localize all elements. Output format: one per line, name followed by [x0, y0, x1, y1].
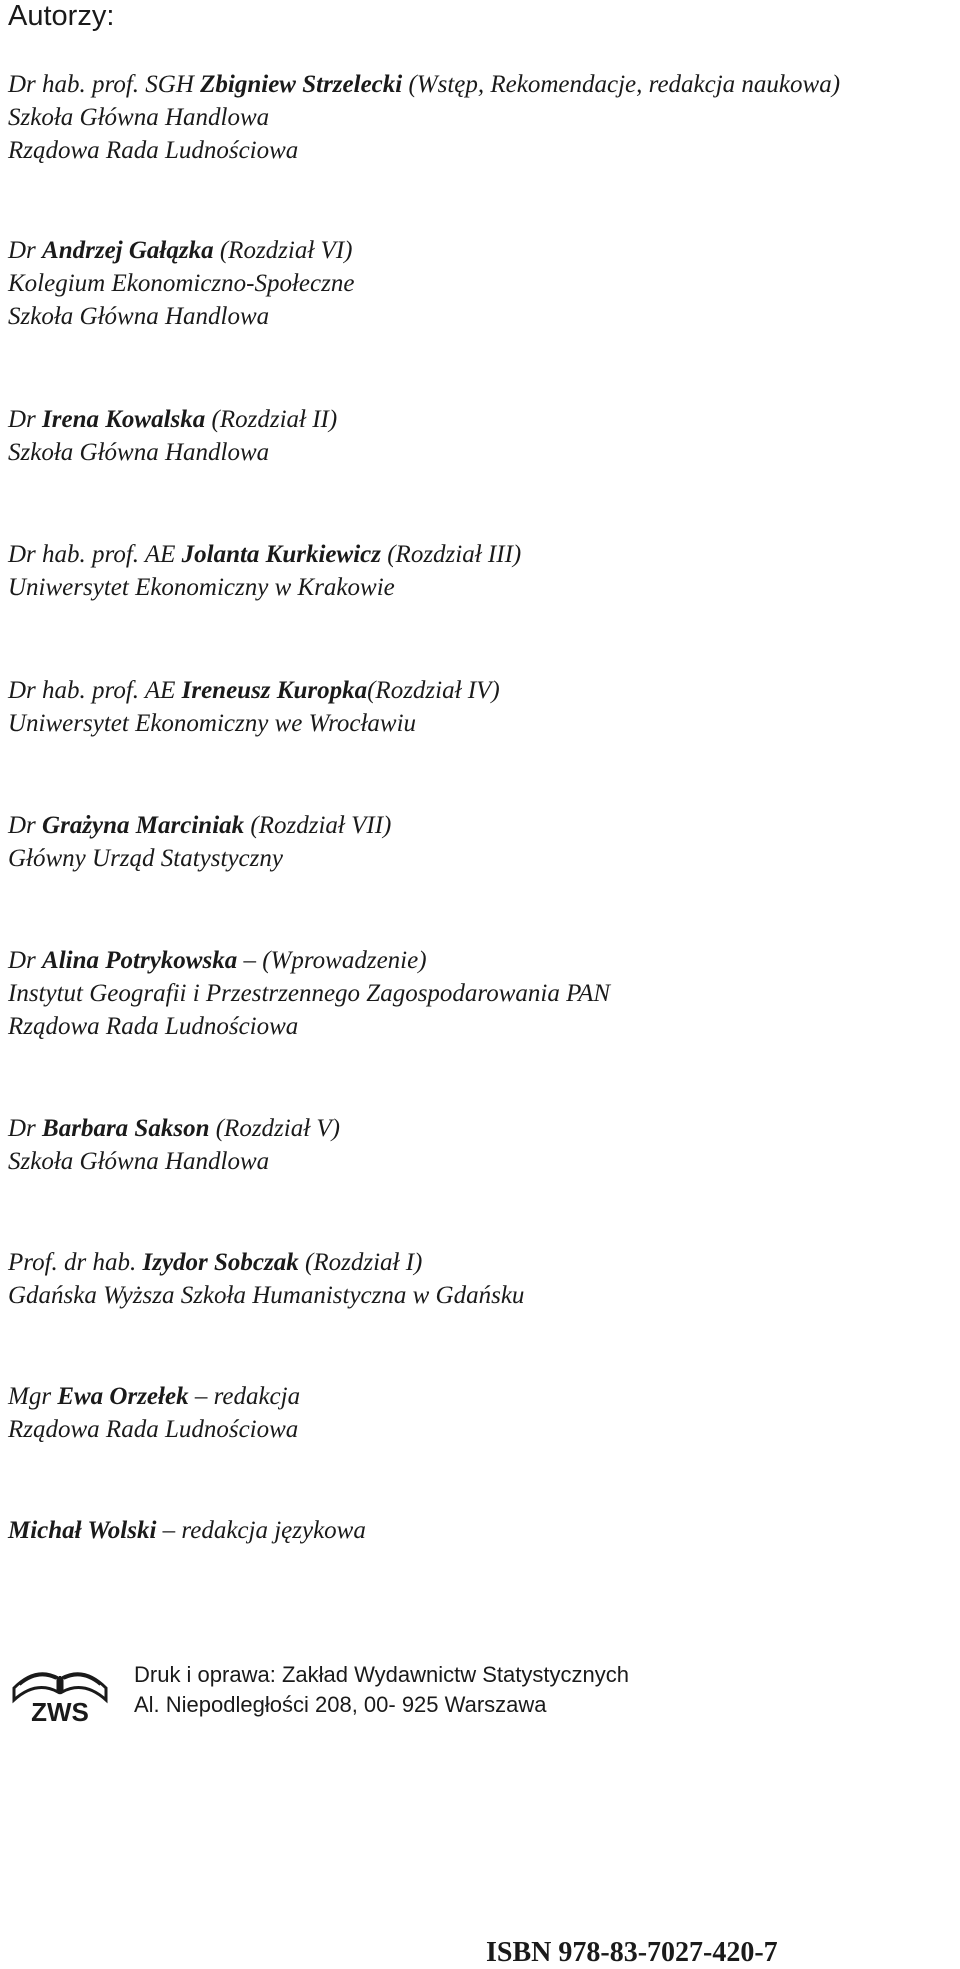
isbn-number: ISBN 978-83-7027-420-7	[486, 1937, 778, 1968]
author-name: Alina Potrykowska	[42, 947, 238, 974]
author-name: Barbara Sakson	[42, 1115, 210, 1142]
author-line: Dr Barbara Sakson (Rozdział V)	[8, 1115, 341, 1142]
author-affiliation: Gdańska Wyższa Szkoła Humanistyczna w Gdańsku	[8, 1282, 525, 1309]
author-affiliation: Rządowa Rada Ludnościowa	[8, 137, 299, 164]
author-entry	[8, 403, 337, 469]
author-name: Michał Wolski	[8, 1517, 157, 1544]
author-name: Ewa Orzełek	[57, 1383, 189, 1410]
author-entry	[8, 674, 500, 740]
author-line: Dr Andrzej Gałązka (Rozdział VI)	[8, 237, 353, 264]
author-entry	[8, 1380, 300, 1446]
author-line: Prof. dr hab. Izydor Sobczak (Rozdział I)	[8, 1249, 423, 1276]
author-name: Zbigniew Strzelecki	[200, 71, 403, 98]
author-line: Dr hab. prof. AE Jolanta Kurkiewicz (Rozdział III)	[8, 541, 522, 568]
page-heading: Autorzy:	[8, 0, 115, 32]
author-line: Dr hab. prof. SGH Zbigniew Strzelecki (Wstęp, Rekomendacje, redakcja naukowa)	[8, 71, 841, 98]
author-affiliation: Uniwersytet Ekonomiczny we Wrocławiu	[8, 710, 417, 737]
author-name: Andrzej Gałązka	[42, 237, 214, 264]
author-affiliation: Rządowa Rada Ludnościowa	[8, 1013, 299, 1040]
author-affiliation: Szkoła Główna Handlowa	[8, 1148, 270, 1175]
author-line: Dr Alina Potrykowska – (Wprowadzenie)	[8, 947, 427, 974]
author-name: Irena Kowalska	[42, 406, 206, 433]
author-entry	[8, 944, 610, 1043]
author-affiliation: Szkoła Główna Handlowa	[8, 104, 270, 131]
author-line: Dr hab. prof. AE Ireneusz Kuropka(Rozdział IV)	[8, 677, 500, 704]
author-entry	[8, 1112, 340, 1178]
logo-text: ZWS	[31, 1697, 89, 1724]
author-line: Michał Wolski – redakcja językowa	[8, 1517, 366, 1544]
printer-address: Al. Niepodległości 208, 00- 925 Warszawa	[134, 1692, 547, 1717]
author-entry	[8, 68, 840, 167]
author-name: Jolanta Kurkiewicz	[181, 541, 381, 568]
author-affiliation: Kolegium Ekonomiczno-Społeczne	[8, 270, 355, 297]
printer-imprint	[8, 1648, 708, 1728]
author-affiliation: Szkoła Główna Handlowa	[8, 439, 270, 466]
printer-line: Druk i oprawa: Zakład Wydawnictw Statystycznych	[134, 1662, 629, 1687]
author-line: Dr Irena Kowalska (Rozdział II)	[8, 406, 338, 433]
author-name: Ireneusz Kuropka	[181, 677, 368, 704]
author-name: Grażyna Marciniak	[42, 812, 245, 839]
author-entry	[8, 1514, 366, 1547]
author-entry	[8, 538, 521, 604]
author-affiliation: Uniwersytet Ekonomiczny w Krakowie	[8, 574, 395, 601]
author-entry	[8, 1246, 524, 1312]
author-name: Izydor Sobczak	[142, 1249, 299, 1276]
author-affiliation: Instytut Geografii i Przestrzennego Zagospodarowania PAN	[8, 980, 611, 1007]
author-affiliation: Szkoła Główna Handlowa	[8, 303, 270, 330]
author-line: Mgr Ewa Orzełek – redakcja	[8, 1383, 301, 1410]
author-line: Dr Grażyna Marciniak (Rozdział VII)	[8, 812, 392, 839]
author-affiliation: Główny Urząd Statystyczny	[8, 845, 283, 872]
author-affiliation: Rządowa Rada Ludnościowa	[8, 1416, 299, 1443]
printer-details	[134, 1660, 629, 1720]
author-entry	[8, 809, 391, 875]
author-entry	[8, 234, 354, 333]
open-book-icon	[8, 1648, 112, 1724]
